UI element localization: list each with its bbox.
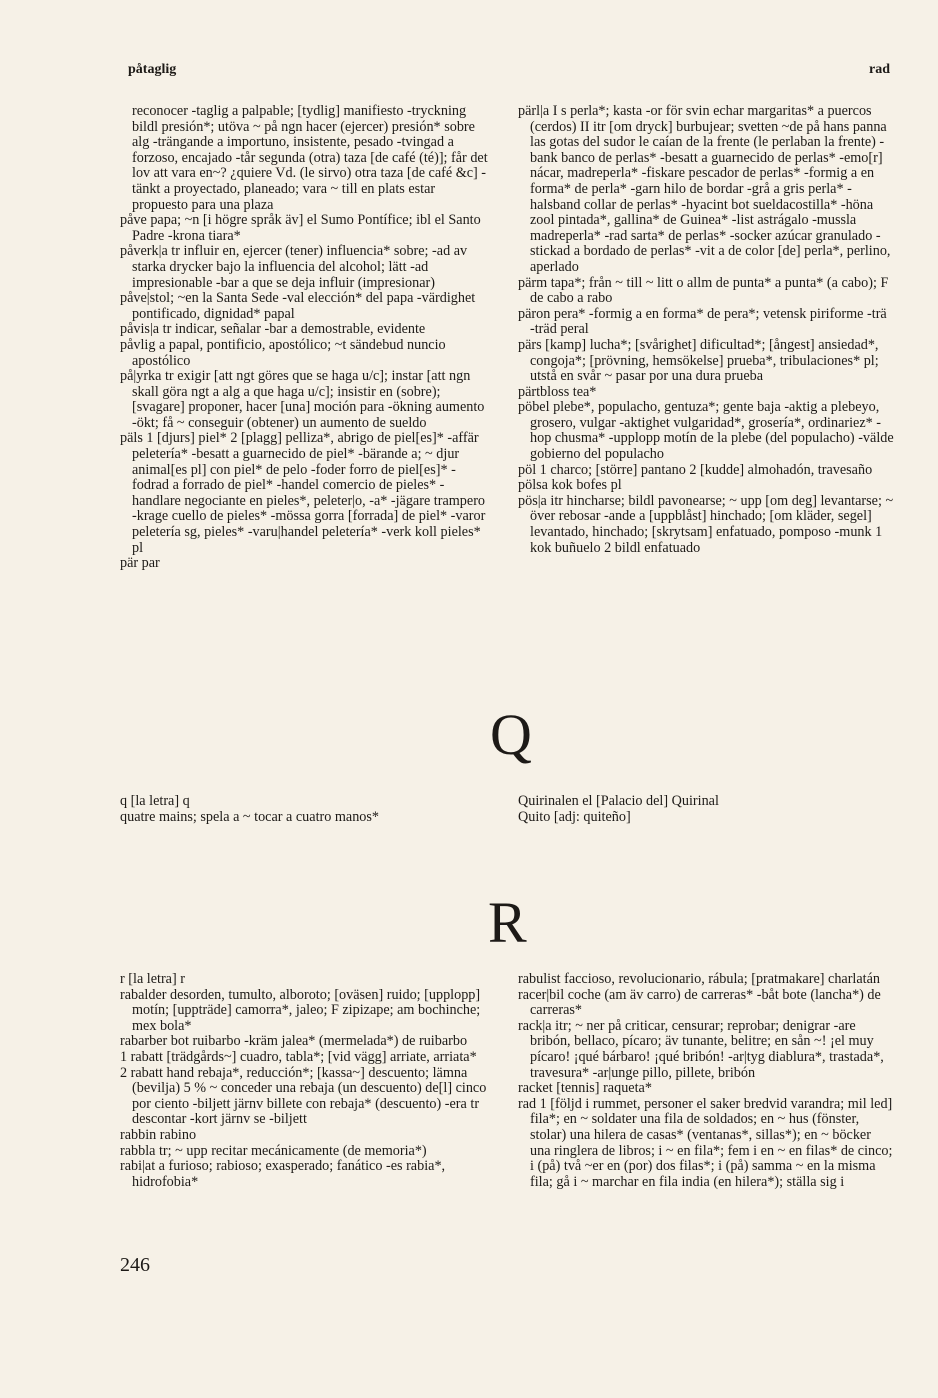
entry: 1 rabatt [trädgårds~] cuadro, tabla*; [vid vägg] arriate, arriata* — [120, 1048, 477, 1065]
running-head-left: påtaglig — [128, 62, 177, 77]
entry: pär par — [120, 555, 160, 572]
entry: pärl|a I s perla*; kasta -or för svin echar margaritas* a puercos (cerdos) II itr [om dryck] burbujear; svetten ~de på hans panna las gotas del sudor le caían de la frente (le perlaban la frente) -bank banco de perlas* -besatt a guarnecido de perlas* -emo[r] nácar, madreperla* -fiskare pescador de perlas* -formig a en forma* de perla* -garn hilo de bordar -grå a gris perla* -halsband collar de perlas* -hyacint bot sueldacostilla* -höna zool pintada*, gallina* de Guinea* -list astrágalo -mussla madreperla* -rad sarta* de perlas* -socker azúcar granulado -stickad a bordado de perlas* -vit a de color [de] perla*, perlino, aperlado — [518, 103, 891, 275]
entry: päron pera* -formig a en forma* de pera*; vetensk piriforme -trä -träd peral — [518, 305, 887, 338]
entry: påvis|a tr indicar, señalar -bar a demostrable, evidente — [120, 321, 426, 338]
entry: Quirinalen el [Palacio del] Quirinal — [518, 793, 719, 809]
entry: på|yrka tr exigir [att ngt göres que se haga u/c]; instar [att ngn skall göra ngt a alg a que haga u/c]; insistir en (sobre); [svagare] proponer, hacer [una] moción para -ökning aumento -ökt; få ~ conseguir (obtener) un aumento de sueldo — [120, 368, 485, 431]
entry: racer|bil coche (am äv carro) de carreras* -båt bote (lancha*) de carreras* — [518, 986, 881, 1019]
entry: rack|a itr; ~ ner på criticar, censurar; reprobar; denigrar -are bribón, bellaco, pícaro; äv tunante, belitre; en sån ~! ¡el muy pícaro! ¡qué bárbaro! ¡qué bribón! -ar|tyg diablura*, trastada*, travesura* -ar|unge pillo, pillete, bribón — [518, 1017, 884, 1081]
entry: pös|a itr hincharse; bildl pavonearse; ~ upp [om deg] levantarse; ~ över rebosar -ande a [uppblåst] hinchado; [om kläder, segel] levantado, hinchado; [skrytsam] enfatuado, pomposo -munk 1 kok buñuelo 2 bildl enfatuado — [518, 492, 894, 556]
entry: racket [tennis] raqueta* — [518, 1080, 652, 1097]
section-letter-r: R — [488, 890, 527, 955]
entry-continuation: reconocer -taglig a palpable; [tydlig] manifiesto -tryckning bildl presión*; utöva ~ på ngn hacer (ejercer) presión* sobre alg -trängande a importuno, insistente, pesado -tvingad a forzoso, encajado -tår segunda (otra) taza [de café (té)]; får det lov att vara en~? ¿quiere Vd. (le sirvo) otra taza [de café &c] -tänkt a proyectado, planeado; vara ~ till en plats estar propuesto para una plaza — [132, 103, 488, 213]
entry: påve papa; ~n [i högre språk äv] el Sumo Pontífice; ibl el Santo Padre -krona tiara* — [120, 212, 481, 244]
entry: pärs [kamp] lucha*; [svårighet] dificultad*; [ångest] ansiedad*, congoja*; [prövning, hemsökelse] prueba*, tribulaciones* pl; utstå en svår ~ pasar por una dura prueba — [518, 336, 879, 385]
entry: påvlig a papal, pontificio, apostólico; ~t sändebud nuncio apostólico — [120, 336, 446, 369]
entry: rabbla tr; ~ upp recitar mecánicamente (de memoria*) — [120, 1142, 427, 1159]
entry: rabulist faccioso, revolucionario, rábula; [pratmakare] charlatán — [518, 971, 881, 987]
entry: pärtbloss tea* — [518, 383, 597, 400]
entry: pöbel plebe*, populacho, gentuza*; gente baja -aktig a plebeyo, grosero, vulgar -aktighet vulgaridad*, grosería*, ordinariez* -hop chusma* -upplopp motín de la plebe (del populacho) -välde gobierno del populacho — [518, 399, 894, 463]
entry: quatre mains; spela a ~ tocar a cuatro manos* — [120, 808, 380, 825]
entry: päls 1 [djurs] piel* 2 [plagg] pelliza*, abrigo de piel[es]* -affär peletería* -besatt a guarnecido de piel* -bärande a; ~ djur animal[es pl] con piel* de pelo -foder forro de piel[es]* -fodrad a forrado de piel* -handel comercio de pieles* -handlare negociante en pieles*, peleter|o, -a* -jägare trampero -krage cuello de pieles* -mössa gorra [forrada] de piel* -varor peletería sg, pieles* -varu|handel peletería* -verk koll pieles* pl — [120, 430, 486, 556]
section-letter-q: Q — [490, 702, 532, 767]
column-right-q — [518, 794, 894, 825]
entry: påverk|a tr influir en, ejercer (tener) influencia* sobre; -ad av starka drycker bajo la influencia del alcohol; lätt -ad impresionable -bar a que se deja influir (impresionar) — [120, 243, 468, 291]
entry: r [la letra] r — [120, 971, 185, 987]
entry: rabarber bot ruibarbo -kräm jalea* (mermelada*) de ruibarbo — [120, 1033, 468, 1050]
column-left-p — [120, 104, 492, 572]
column-right-r — [518, 972, 894, 1190]
column-right-p — [518, 104, 894, 556]
entry: pöl 1 charco; [större] pantano 2 [kudde] almohadón, travesaño — [518, 461, 873, 478]
entry: rad 1 [följd i rummet, personer el saker bredvid varandra; mil led] fila*; en ~ soldater una fila de soldados; en ~ hus (fönster, stolar) una hilera de casas* (ventanas*, sillas*); en ~ böcker una ringlera de libros; i ~ en fila*; fem i en ~ en filas* de cinco; i (på) två ~er en (por) dos filas*; i (på) samma ~ en la misma fila; gå i ~ marchar en fila india (en hilera*); ställa sig i — [518, 1095, 893, 1190]
entry: pölsa kok bofes pl — [518, 477, 622, 494]
column-left-q — [120, 794, 492, 825]
entry: påve|stol; ~en la Santa Sede -val elección* del papa -värdighet pontificado, dignidad* papal — [120, 290, 476, 322]
entry: rabalder desorden, tumulto, alboroto; [oväsen] ruido; [upplopp] motín; [uppträde] camorra*, jaleo; F zipizape; am bochinche; mex bola* — [120, 986, 481, 1034]
entry: Quito [adj: quiteño] — [518, 808, 631, 825]
entry: q [la letra] q — [120, 793, 190, 809]
entry: rabbin rabino — [120, 1126, 197, 1143]
entry: rabi|at a furioso; rabioso; exasperado; fanático -es rabia*, hidrofobia* — [120, 1158, 446, 1190]
entry: pärm tapa*; från ~ till ~ litt o allm de punta* a punta* (a cabo); F de cabo a rabo — [518, 274, 889, 307]
running-head-right: rad — [869, 62, 890, 77]
column-left-r — [120, 972, 492, 1190]
page-number: 246 — [120, 1254, 150, 1276]
entry: 2 rabatt hand rebaja*, reducción*; [kassa~] descuento; lämna (bevilja) 5 % ~ conceder una rebaja (un descuento) de[l] cinco por ciento -biljett järnv billete con rebaja* (descuento) -era tr descontar -kort järnv se -biljett — [120, 1064, 487, 1128]
